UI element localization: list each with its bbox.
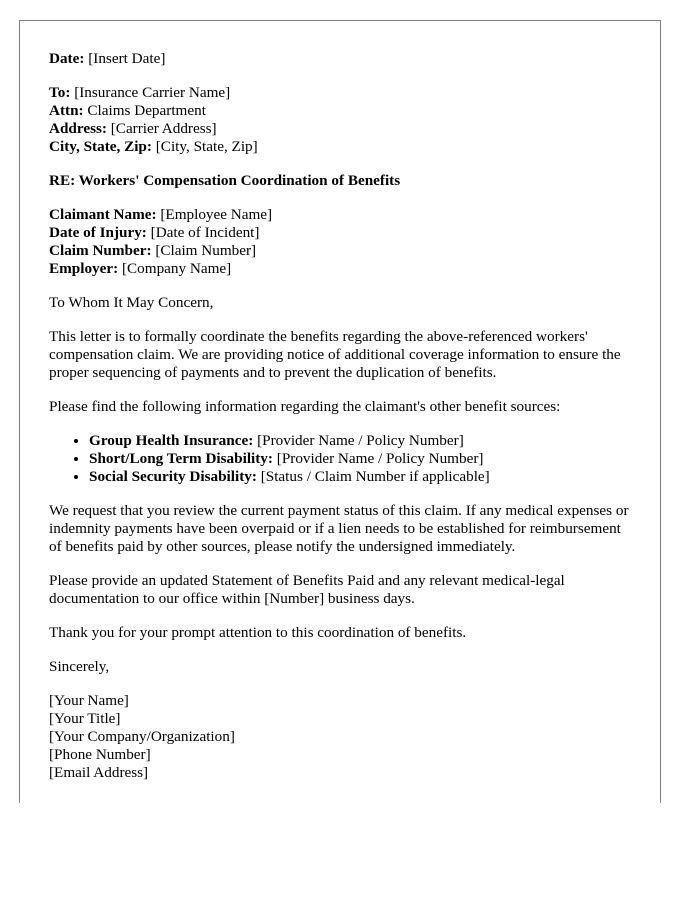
employer-label: Employer: [49, 260, 119, 277]
signature-title: [Your Title] [49, 710, 121, 727]
employer-value: [Company Name] [118, 260, 232, 277]
benefit-label: Social Security Disability: [89, 468, 257, 485]
paragraph-thanks: Thank you for your prompt attention to this coordination of benefits. [49, 624, 467, 641]
date-line [49, 50, 630, 68]
signature-name: [Your Name] [49, 692, 129, 709]
signature-email: [Email Address] [49, 764, 149, 781]
list-item [89, 432, 630, 450]
paragraph-intro: This letter is to formally coordinate the benefits regarding the above-referenced workers' compensation claim. We are providing notice of additional coverage information to ensure the proper sequencing of payments and to prevent the duplication of benefits. [49, 328, 621, 381]
to-label: To: [49, 84, 71, 101]
paragraph-benefit-sources: Please find the following information regarding the claimant's other benefit sources: [49, 398, 561, 415]
city-value: [City, State, Zip] [151, 138, 258, 155]
address-value: [Carrier Address] [106, 120, 217, 137]
benefit-value: [Provider Name / Policy Number] [272, 450, 484, 467]
subject-line [49, 172, 630, 190]
benefit-value: [Provider Name / Policy Number] [253, 432, 464, 449]
claim-number-label: Claim Number: [49, 242, 152, 259]
closing: Sincerely, [49, 658, 110, 675]
benefit-value: [Status / Claim Number if applicable] [256, 468, 490, 485]
paragraph-statement-request: Please provide an updated Statement of Benefits Paid and any relevant medical-legal documentation to our office within [Number] business days. [49, 572, 565, 607]
city-label: City, State, Zip: [49, 138, 152, 155]
address-label: Address: [49, 120, 107, 137]
claim-info-block [49, 206, 630, 278]
benefits-list [49, 432, 630, 486]
list-item [89, 468, 630, 486]
date-value: [Insert Date] [84, 50, 166, 67]
claim-number-value: [Claim Number] [151, 242, 257, 259]
list-item [89, 450, 630, 468]
injury-label: Date of Injury: [49, 224, 147, 241]
benefit-label: Short/Long Term Disability: [89, 450, 273, 467]
salutation: To Whom It May Concern, [49, 294, 214, 311]
date-label: Date: [49, 50, 85, 67]
to-value: [Insurance Carrier Name] [70, 84, 231, 101]
attn-label: Attn: [49, 102, 84, 119]
signature-block [49, 692, 630, 782]
injury-value: [Date of Incident] [146, 224, 260, 241]
benefit-label: Group Health Insurance: [89, 432, 254, 449]
subject-text: RE: Workers' Compensation Coordination of Benefits [49, 172, 401, 189]
signature-phone: [Phone Number] [49, 746, 151, 763]
claimant-value: [Employee Name] [156, 206, 273, 223]
attn-value: Claims Department [83, 102, 206, 119]
paragraph-payment-review: We request that you review the current payment status of this claim. If any medical expenses or indemnity payments have been overpaid or if a lien needs to be established for reimbursement of benefits paid by other sources, please notify the undersigned immediately. [49, 502, 629, 555]
recipient-block [49, 84, 630, 156]
signature-company: [Your Company/Organization] [49, 728, 235, 745]
claimant-label: Claimant Name: [49, 206, 157, 223]
letter-page [19, 20, 661, 803]
